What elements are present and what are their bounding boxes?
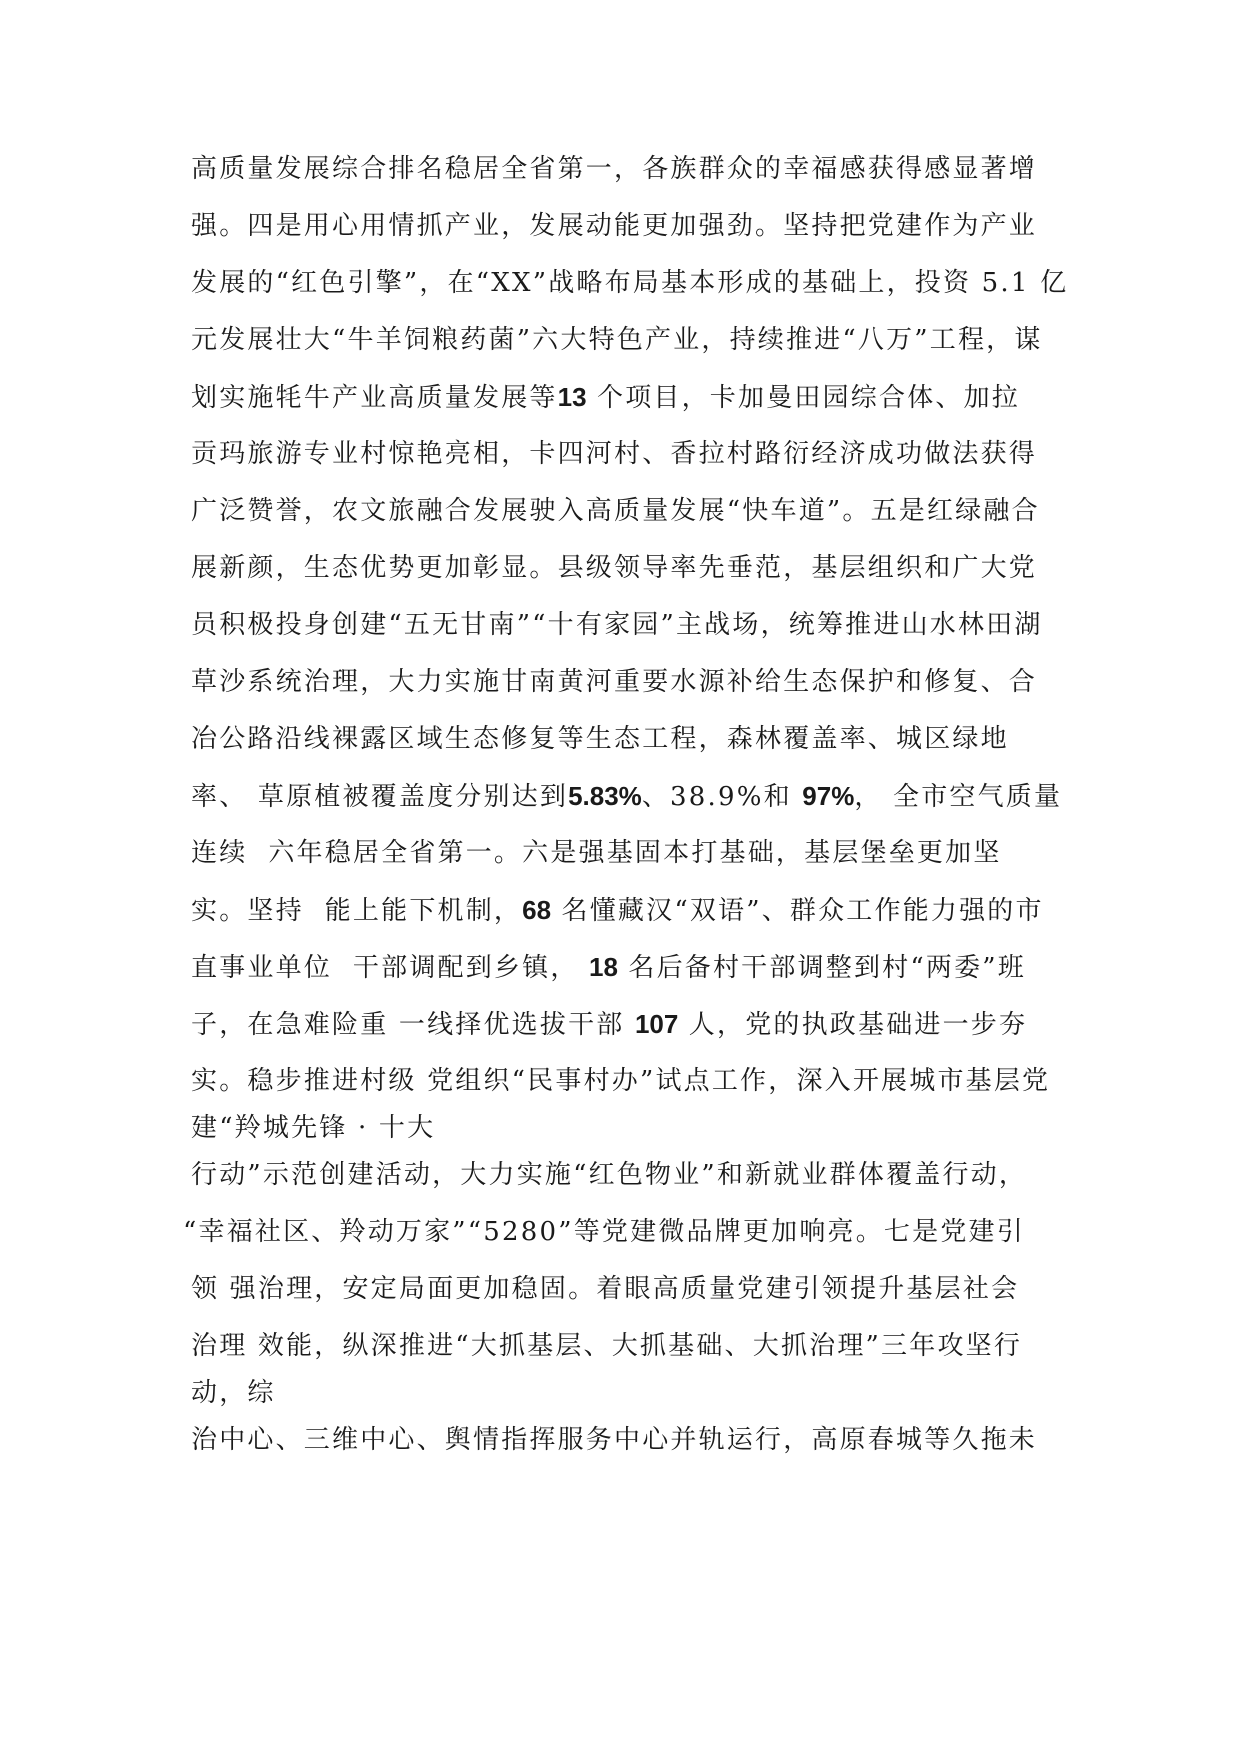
text-segment: 子，在急难险重 一线择优选拔干部 — [191, 1010, 635, 1040]
paragraph-line: 广泛赞誉，农文旅融合发展驶入高质量发展“快车道”。五是红绿融合 — [191, 496, 1040, 526]
paragraph-line: 展新颜，生态优势更加彰显。县级领导率先垂范，基层组织和广大党 — [191, 553, 1038, 583]
text-segment: 个项目，卡加曼田园综合体、加拉 — [586, 383, 1020, 413]
text-segment: 率、 草原植被覆盖度分别达到 — [191, 782, 569, 812]
paragraph-line: 贡玛旅游专业村惊艳亮相，卡四河村、香拉村路衍经济成功做法获得 — [191, 439, 1038, 469]
paragraph-line: 动，综 — [191, 1378, 276, 1408]
paragraph-line: 发展的“红色引擎”，在“XX”战略布局基本形成的基础上，投资 5.1 亿 — [191, 268, 1069, 298]
paragraph-line — [191, 949, 1026, 986]
paragraph-line: 冶公路沿线裸露区域生态修复等生态工程，森林覆盖率、城区绿地 — [191, 724, 1009, 754]
paragraph-line: 强。四是用心用情抓产业，发展动能更加强劲。坚持把党建作为产业 — [191, 211, 1038, 241]
paragraph-line: 元发展壮大“牛羊饲粮药菌”六大特色产业，持续推进“八万”工程，谋 — [191, 325, 1043, 355]
number-highlight: 97% — [802, 781, 855, 811]
number-highlight: 5.83% — [568, 781, 642, 811]
text-segment: 实。坚持 能上能下机制， — [191, 896, 523, 926]
text-segment: 人，党的执政基础进一步夯 — [678, 1010, 1028, 1040]
paragraph-line — [191, 379, 1020, 416]
text-segment: 划实施牦牛产业高质量发展等 — [191, 383, 558, 413]
paragraph-line: 建“羚城先锋 · 十大 — [191, 1113, 436, 1143]
paragraph-line: 高质量发展综合排名稳居全省第一，各族群众的幸福感获得感显著增 — [191, 154, 1038, 184]
paragraph-line: 治理 效能，纵深推进“大抓基层、大抓基础、大抓治理”三年攻坚行 — [191, 1331, 1023, 1361]
number-highlight: 13 — [557, 382, 587, 412]
paragraph-line: 员积极投身创建“五无甘南”“十有家园”主战场，统筹推进山水林田湖 — [191, 610, 1043, 640]
number-highlight: 68 — [522, 895, 552, 925]
paragraph-line: 连续 六年稳居全省第一。六是强基固本打基础，基层堡垒更加坚 — [191, 838, 1002, 868]
number-highlight: 18 — [589, 952, 618, 982]
paragraph-line — [191, 1006, 1027, 1043]
paragraph-line — [191, 778, 1062, 815]
paragraph-line: 行动”示范创建活动，大力实施“红色物业”和新就业群体覆盖行动， — [191, 1160, 1028, 1190]
paragraph-line: 治中心、三维中心、舆情指挥服务中心并轨运行，高原春城等久拖未 — [191, 1425, 1038, 1455]
text-segment: ， 全市空气质量 — [854, 782, 1063, 812]
paragraph-line: 实。稳步推进村级 党组织“民事村办”试点工作，深入开展城市基层党 — [191, 1066, 1051, 1096]
text-segment: 名后备村干部调整到村“两委”班 — [617, 953, 1026, 983]
number-highlight: 107 — [634, 1009, 679, 1039]
paragraph-line: 草沙系统治理，大力实施甘南黄河重要水源补给生态保护和修复、合 — [191, 667, 1038, 697]
paragraph-line — [191, 892, 1044, 929]
paragraph-line: “幸福社区、羚动万家”“5280”等党建微品牌更加响亮。七是党建引 — [183, 1217, 1025, 1247]
paragraph-line: 领 强治理，安定局面更加稳固。着眼高质量党建引领提升基层社会 — [191, 1274, 1020, 1304]
text-segment: 名懂藏汉“双语”、群众工作能力强的市 — [551, 896, 1044, 926]
text-segment: 直事业单位 干部调配到乡镇， — [191, 953, 589, 983]
text-segment: 、38.9%和 — [641, 782, 803, 812]
